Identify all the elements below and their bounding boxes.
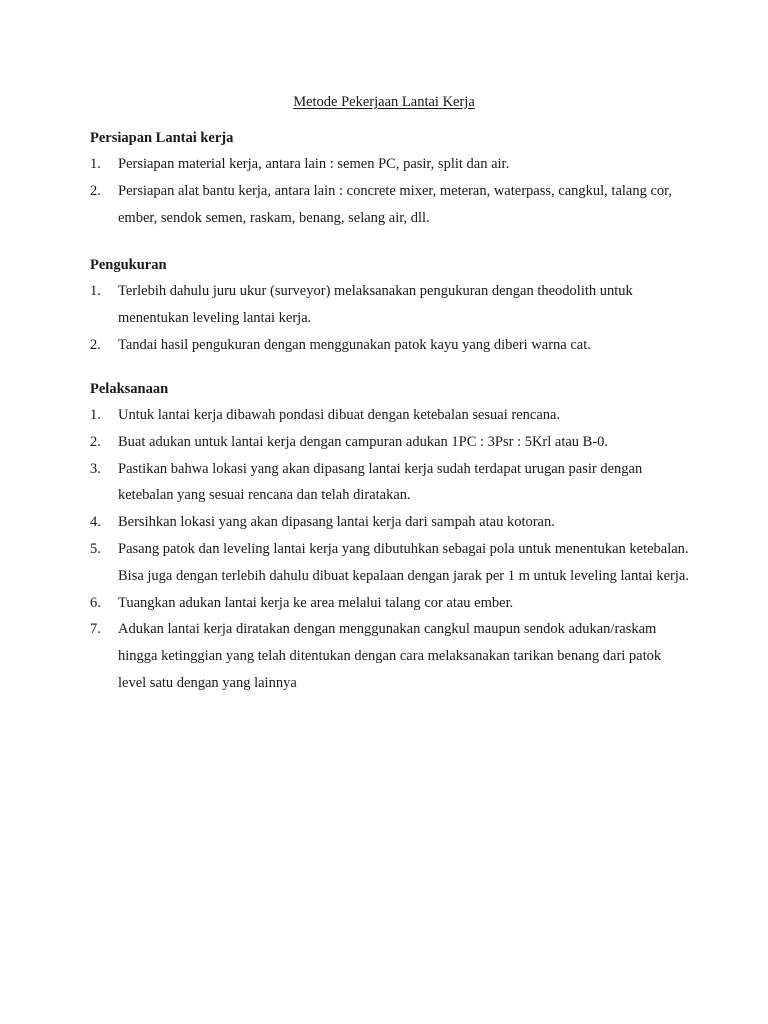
- item-list: [90, 402, 690, 697]
- item-text: Tandai hasil pengukuran dengan menggunakan patok kayu yang diberi warna cat.: [118, 336, 591, 353]
- item-list: [90, 151, 690, 231]
- item-number: 6.: [90, 594, 101, 611]
- item-text: Terlebih dahulu juru ukur (surveyor) melaksanakan pengukuran dengan theodolith untuk menentukan leveling lantai kerja.: [118, 283, 633, 326]
- item-text: Buat adukan untuk lantai kerja dengan campuran adukan 1PC : 3Psr : 5Krl atau B-0.: [118, 433, 609, 450]
- item-number: 4.: [90, 514, 101, 531]
- section-heading: Pengukuran: [90, 257, 167, 273]
- section-pelaksanaan: [90, 376, 690, 697]
- item-text: Persiapan alat bantu kerja, antara lain : concrete mixer, meteran, waterpass, cangkul, talang cor, ember, sendok semen, raskam, benang, selang air, dll.: [118, 182, 673, 226]
- item-list: [90, 278, 690, 358]
- list-item: [90, 332, 690, 359]
- item-number: 2.: [90, 182, 101, 199]
- item-number: 2.: [90, 433, 101, 450]
- list-item: [90, 151, 690, 178]
- list-item: [90, 402, 690, 429]
- item-number: 1.: [90, 283, 101, 299]
- item-number: 5.: [90, 540, 101, 557]
- item-number: 3.: [90, 460, 101, 477]
- list-item: [90, 178, 690, 232]
- document-title: Metode Pekerjaan Lantai Kerja: [293, 94, 475, 110]
- section-persiapan: [90, 125, 690, 231]
- list-item: [90, 616, 690, 696]
- item-number: 2.: [90, 336, 101, 353]
- list-item: [90, 456, 690, 510]
- item-text: Untuk lantai kerja dibawah pondasi dibuat dengan ketebalan sesuai rencana.: [118, 407, 561, 423]
- section-heading: Persiapan Lantai kerja: [90, 130, 234, 146]
- item-text: Pastikan bahwa lokasi yang akan dipasang lantai kerja sudah terdapat urugan pasir dengan ketebalan yang sesuai rencana dan telah diratakan.: [118, 460, 643, 504]
- item-text: Persiapan material kerja, antara lain : semen PC, pasir, split dan air.: [118, 156, 510, 172]
- item-number: 1.: [90, 407, 101, 423]
- section-heading: Pelaksanaan: [90, 381, 169, 397]
- item-text: Tuangkan adukan lantai kerja ke area melalui talang cor atau ember.: [118, 594, 514, 611]
- list-item: [90, 278, 690, 332]
- list-item: [90, 429, 690, 456]
- list-item: [90, 536, 690, 590]
- item-number: 7.: [90, 621, 101, 638]
- list-item: [90, 590, 690, 617]
- item-text: Adukan lantai kerja diratakan dengan menggunakan cangkul maupun sendok adukan/raskam hingga ketinggian yang telah ditentukan dengan cara melaksanakan tarikan benang dari patok level satu dengan yang lainnya: [118, 621, 662, 691]
- section-pengukuran: [90, 252, 690, 358]
- item-number: 1.: [90, 156, 101, 172]
- list-item: [90, 509, 690, 536]
- item-text: Bersihkan lokasi yang akan dipasang lantai kerja dari sampah atau kotoran.: [118, 514, 555, 531]
- item-text: Pasang patok dan leveling lantai kerja yang dibutuhkan sebagai pola untuk menentukan ketebalan. Bisa juga dengan terlebih dahulu dibuat kepalaan dengan jarak per 1 m untuk leveling lantai kerja.: [118, 540, 689, 584]
